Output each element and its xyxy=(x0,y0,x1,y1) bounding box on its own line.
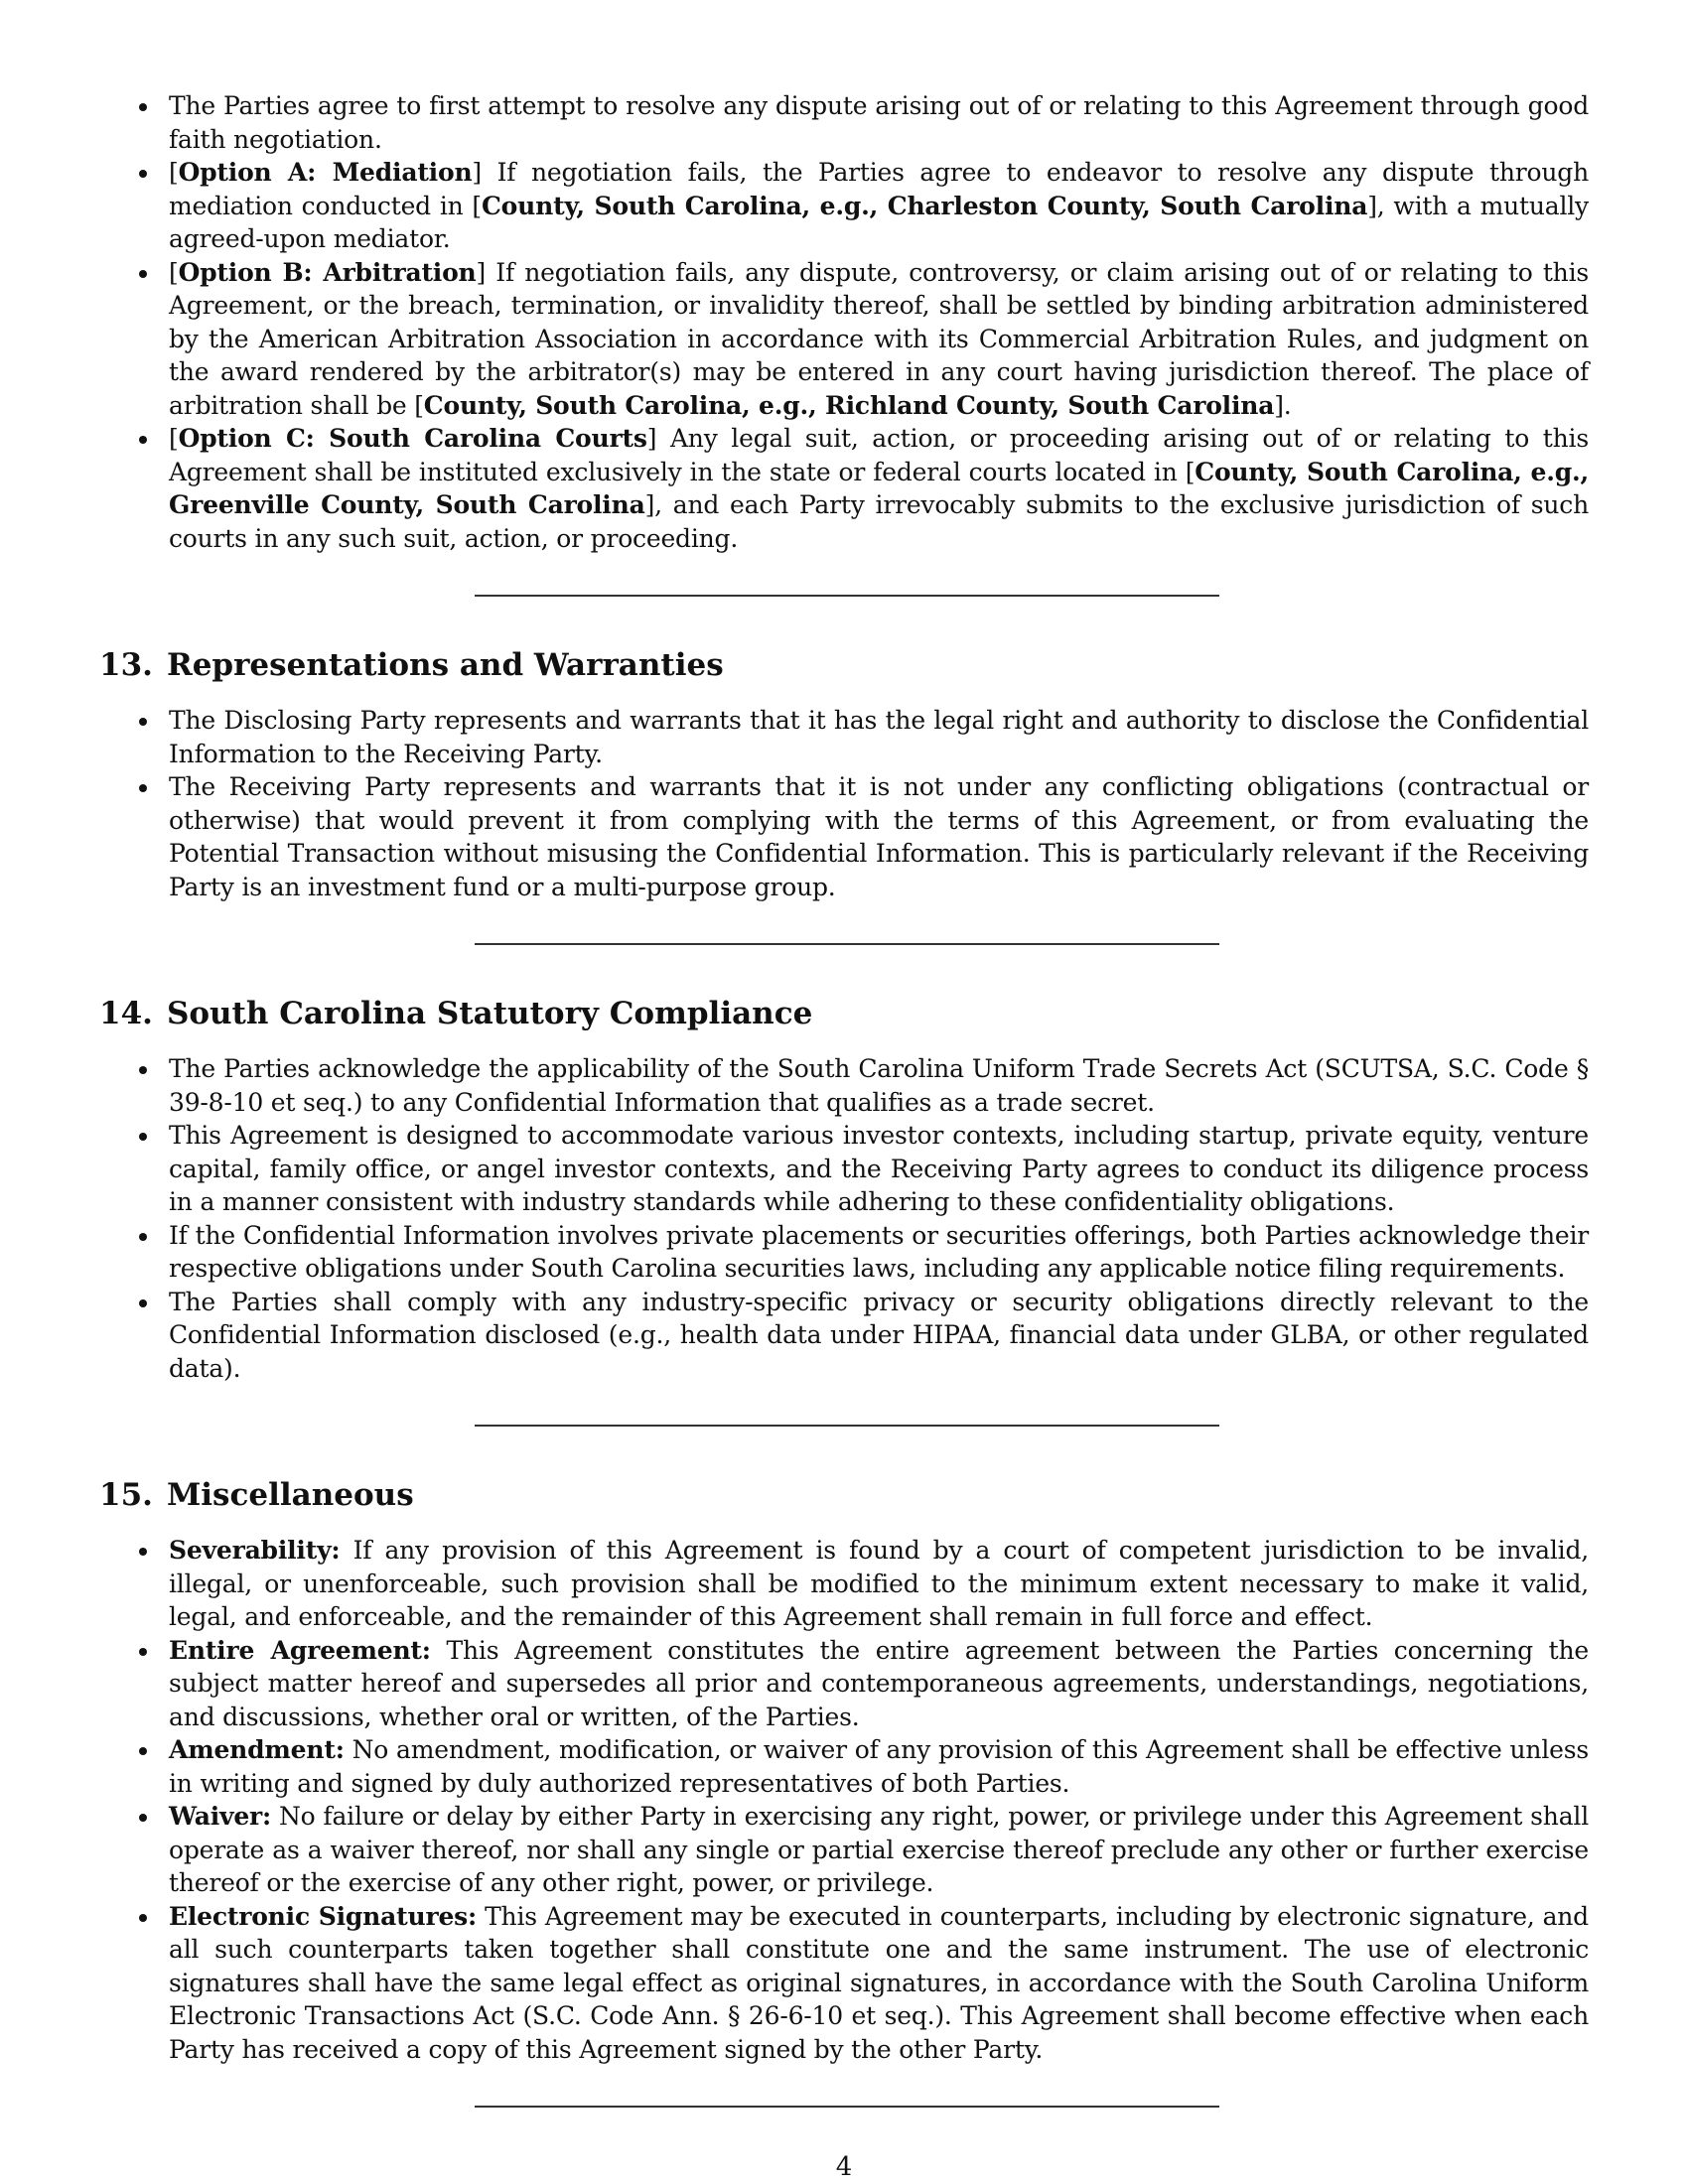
option-label: Option C: South Carolina Courts xyxy=(178,424,647,453)
section-heading-15: 15. Miscellaneous xyxy=(99,1477,414,1513)
clause-label: Severability: xyxy=(169,1536,341,1565)
clause-label: Waiver: xyxy=(169,1802,272,1831)
list-item: This Agreement is designed to accommodate various investor contexts, including startup, private equity, venture capital, family office, or angel investor contexts, and the Receiving Party agrees to conduct its diligence process in a manner consistent with industry standards while adhering to these confidentiality obligations. xyxy=(99,1119,1589,1219)
option-label: Option A: Mediation xyxy=(178,158,473,187)
list-item: The Parties agree to first attempt to resolve any dispute arising out of or relating to this Agreement through good faith negotiation. xyxy=(99,89,1589,156)
list-item: [Option A: Mediation] If negotiation fails, the Parties agree to endeavor to resolve any dispute through mediation conducted in [County, South Carolina, e.g., Charleston County, South Carolina], with a mutually agreed-upon mediator. xyxy=(99,156,1589,256)
section-divider xyxy=(475,2106,1219,2108)
list-item: Entire Agreement: This Agreement constitutes the entire agreement between the Parties concerning the subject matter hereof and supersedes all prior and contemporaneous agreements, understandings, negotiations, and discussions, whether oral or written, of the Parties. xyxy=(99,1634,1589,1734)
section-divider xyxy=(475,1425,1219,1427)
option-label: Option B: Arbitration xyxy=(178,257,477,287)
section-heading-13: 13. Representations and Warranties xyxy=(99,647,724,683)
placeholder-text: County, South Carolina, e.g., Richland County, South Carolina xyxy=(423,390,1275,420)
list-item: Waiver: No failure or delay by either Party in exercising any right, power, or privilege under this Agreement shall operate as a waiver thereof, nor shall any single or partial exercise thereof preclude any other or further exercise thereof or the exercise of any other right, power, or privilege. xyxy=(99,1800,1589,1900)
section-divider xyxy=(475,943,1219,945)
list-item: [Option C: South Carolina Courts] Any legal suit, action, or proceeding arising out of or relating to this Agreement shall be instituted exclusively in the state or federal courts located in [County, South Carolina, e.g., Greenville County, South Carolina], and each Party irrevocably submits to the exclusive jurisdiction of such courts in any such suit, action, or proceeding. xyxy=(99,422,1589,555)
list-item: The Parties shall comply with any industry-specific privacy or security obligations directly relevant to the Confidential Information disclosed (e.g., health data under HIPAA, financial data under GLBA, or other regulated data). xyxy=(99,1286,1589,1386)
list-item: Severability: If any provision of this Agreement is found by a court of competent jurisdiction to be invalid, illegal, or unenforceable, such provision shall be modified to the minimum extent necessary to make it valid, legal, and enforceable, and the remainder of this Agreement shall remain in full force and effect. xyxy=(99,1534,1589,1634)
list-item: [Option B: Arbitration] If negotiation fails, any dispute, controversy, or claim arising out of or relating to this Agreement, or the breach, termination, or invalidity thereof, shall be settled by binding arbitration administered by the American Arbitration Association in accordance with its Commercial Arbitration Rules, and judgment on the award rendered by the arbitrator(s) may be entered in any court having jurisdiction thereof. The place of arbitration shall be [County, South Carolina, e.g., Richland County, South Carolina]. xyxy=(99,256,1589,423)
dispute-resolution-list xyxy=(99,89,1589,555)
list-item: The Disclosing Party represents and warrants that it has the legal right and authority to disclose the Confidential Information to the Receiving Party. xyxy=(99,704,1589,770)
clause-label: Entire Agreement: xyxy=(169,1635,431,1665)
document-content xyxy=(99,89,1589,2108)
list-item: Amendment: No amendment, modification, or waiver of any provision of this Agreement shall be effective unless in writing and signed by duly authorized representatives of both Parties. xyxy=(99,1733,1589,1800)
section-13-list xyxy=(99,704,1589,903)
section-15-list xyxy=(99,1534,1589,2066)
list-item: The Parties acknowledge the applicability of the South Carolina Uniform Trade Secrets Act (SCUTSA, S.C. Code § 39-8-10 et seq.) to any Confidential Information that qualifies as a trade secret. xyxy=(99,1052,1589,1119)
section-heading-14: 14. South Carolina Statutory Compliance xyxy=(99,996,813,1031)
placeholder-text: County, South Carolina, e.g., Charleston County, South Carolina xyxy=(481,191,1368,220)
page-number: 4 xyxy=(835,2152,853,2182)
clause-label: Electronic Signatures: xyxy=(169,1901,478,1931)
section-divider xyxy=(475,595,1219,597)
list-item: If the Confidential Information involves private placements or securities offerings, both Parties acknowledge their respective obligations under South Carolina securities laws, including any applicable notice filing requirements. xyxy=(99,1219,1589,1286)
list-item: The Receiving Party represents and warrants that it is not under any conflicting obligations (contractual or otherwise) that would prevent it from complying with the terms of this Agreement, or from evaluating the Potential Transaction without misusing the Confidential Information. This is particularly relevant if the Receiving Party is an investment fund or a multi-purpose group. xyxy=(99,770,1589,903)
section-14-list xyxy=(99,1052,1589,1385)
clause-label: Amendment: xyxy=(169,1735,345,1764)
list-item: Electronic Signatures: This Agreement may be executed in counterparts, including by electronic signature, and all such counterparts taken together shall constitute one and the same instrument. The use of electronic signatures shall have the same legal effect as original signatures, in accordance with the South Carolina Uniform Electronic Transactions Act (S.C. Code Ann. § 26-6-10 et seq.). This Agreement shall become effective when each Party has received a copy of this Agreement signed by the other Party. xyxy=(99,1900,1589,2067)
placeholder-text: County, South Carolina, e.g., Greenville County, South Carolina xyxy=(169,457,1589,519)
